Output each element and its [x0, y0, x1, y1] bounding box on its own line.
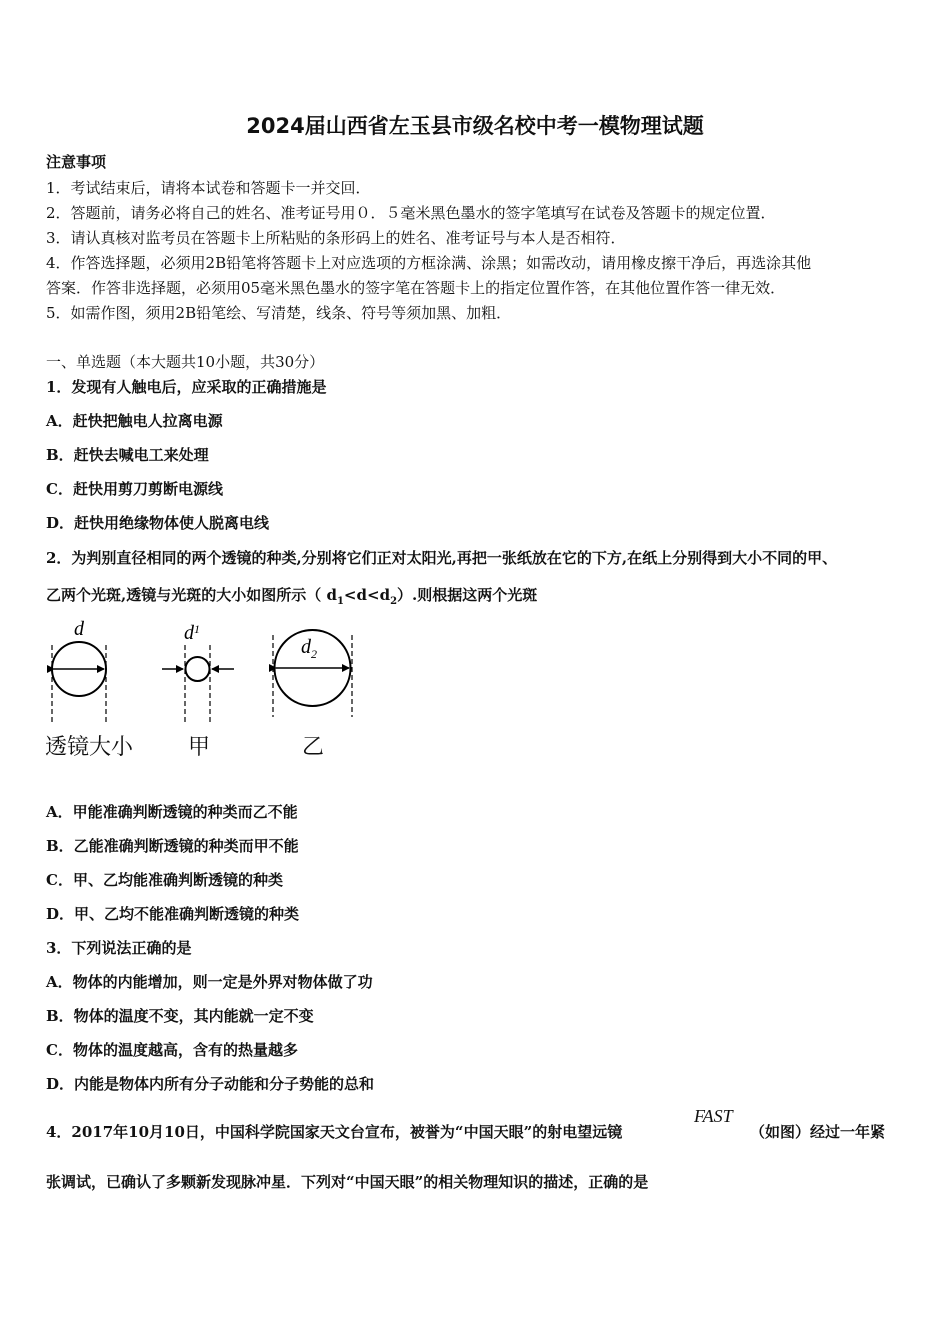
question-2-stem-text-a: 乙两个光斑,透镜与光斑的大小如图所示（ [46, 586, 327, 604]
diameter-relation: $d_1<d<d_2$ [326, 586, 398, 607]
question-1-stem: 1．发现有人触电后，应采取的正确措施是 [46, 378, 327, 396]
lens-diagram [52, 618, 106, 725]
caption-yi: 乙 [302, 735, 325, 760]
label-d: d [74, 618, 84, 640]
question-2-stem-text-b: ）.则根据这两个光斑 [397, 586, 538, 604]
question-2-option-c: C．甲、乙均能准确判断透镜的种类 [46, 871, 283, 889]
spot-yi-diagram [273, 630, 352, 717]
notice-item: 4．作答选择题，必须用2B铅笔将答题卡上对应选项的方框涂满、涂黑；如需改动，请用橡皮擦干净后，再选涂其他 [46, 254, 812, 272]
caption-jia: 甲 [188, 735, 211, 760]
question-2-option-b: B．乙能准确判断透镜的种类而甲不能 [46, 837, 299, 855]
question-3-option-c: C．物体的温度越高，含有的热量越多 [46, 1041, 298, 1059]
question-1-option-d: D．赶快用绝缘物体使人脱离电线 [46, 514, 270, 532]
question-3-option-a: A．物体的内能增加，则一定是外界对物体做了功 [46, 973, 373, 991]
fast-label: FAST [694, 1106, 733, 1126]
spot-jia-diagram [162, 622, 234, 725]
question-3-option-d: D．内能是物体内所有分子动能和分子势能的总和 [46, 1075, 375, 1093]
section-heading: 一、单选题（本大题共10小题，共30分） [46, 353, 325, 371]
notice-item: 1．考试结束后，请将本试卷和答题卡一并交回． [46, 179, 371, 197]
question-2-stem-line1: 2．为判别直径相同的两个透镜的种类,分别将它们正对太阳光,再把一张纸放在它的下方,在纸上分别得到大小不同的甲、 [46, 549, 838, 567]
label-d1: $d^1$ [184, 622, 200, 644]
question-2-stem-line2 [46, 584, 537, 607]
page-title: 2024届山西省左玉县市级名校中考一模物理试题 [246, 114, 704, 138]
question-2-option-a: A．甲能准确判断透镜的种类而乙不能 [46, 803, 298, 821]
question-1-option-a: A．赶快把触电人拉离电源 [46, 412, 223, 430]
label-d2: $d_2$ [301, 636, 317, 661]
question-2-option-d: D．甲、乙均不能准确判断透镜的种类 [46, 905, 300, 923]
question-3-stem: 3．下列说法正确的是 [46, 939, 192, 957]
notice-heading: 注意事项 [46, 153, 107, 171]
notice-item: 3．请认真核对监考员在答题卡上所粘贴的条形码上的姓名、准考证号与本人是否相符． [46, 229, 626, 247]
question-4-stem-part-b: （如图）经过一年紧 [750, 1123, 886, 1141]
notice-item: 5．如需作图，须用2B铅笔绘、写清楚，线条、符号等须加黑、加粗． [46, 304, 512, 322]
question-3-option-b: B．物体的温度不变，其内能就一定不变 [46, 1007, 314, 1025]
notice-item: 答案．作答非选择题，必须用05毫米黑色墨水的签字笔在答题卡上的指定位置作答，在其他位置作答一律无效． [46, 279, 786, 297]
question-1-option-c: C．赶快用剪刀剪断电源线 [46, 480, 223, 498]
question-4-stem-line2: 张调试，已确认了多颗新发现脉冲星．下列对“中国天眼”的相关物理知识的描述，正确的是 [46, 1173, 649, 1191]
question-1-option-b: B．赶快去喊电工来处理 [46, 446, 209, 464]
caption-lens-size: 透镜大小 [45, 735, 134, 760]
question-4-stem-part-a: 4．2017年10月10日，中国科学院国家天文台宣布，被誉为“中国天眼”的射电望远镜 [46, 1123, 623, 1141]
notice-item: 2．答题前，请务必将自己的姓名、准考证号用０．５毫米黑色墨水的签字笔填写在试卷及答题卡的规定位置． [46, 204, 776, 222]
